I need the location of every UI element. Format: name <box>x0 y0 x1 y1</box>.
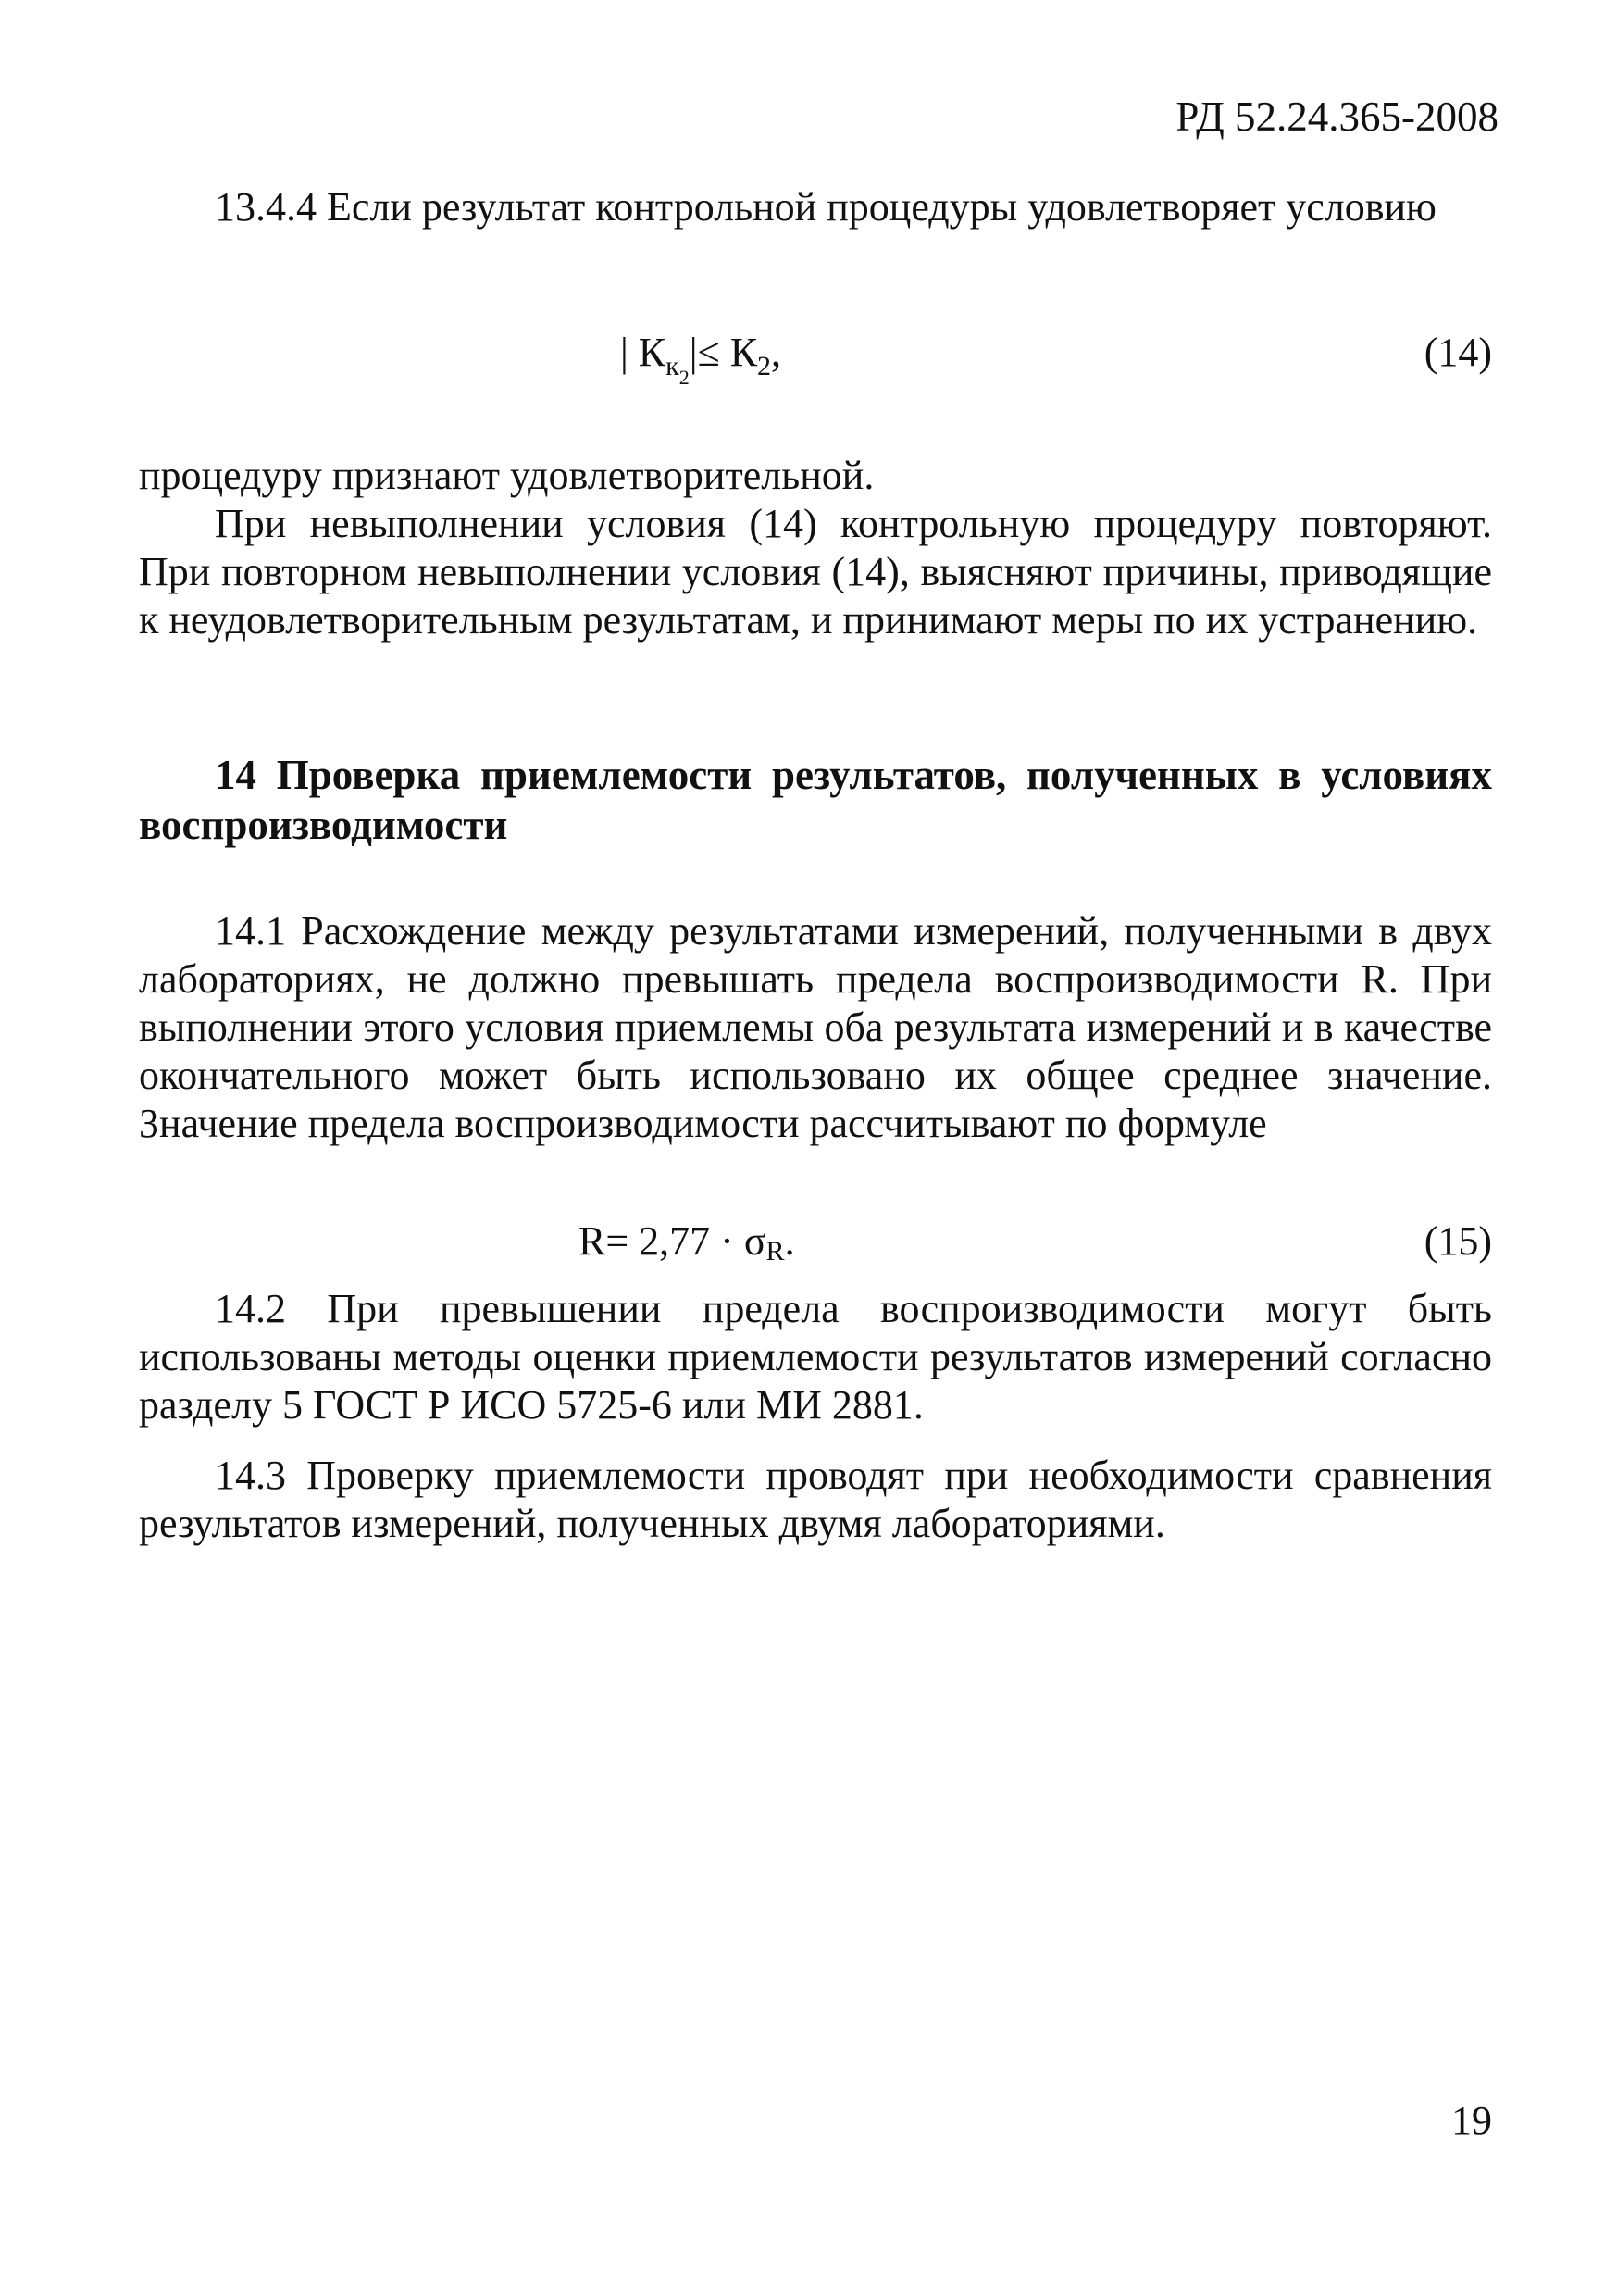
paragraph-13-4-4 <box>139 183 1492 231</box>
paragraph-text: При невыполнении условия (14) контрольную процедуру повторяют. При повторном невыполнении условия (14), выясняют причины, приводящие к неудовлетворительным результатам, и принимают меры по их устранению. <box>139 501 1492 643</box>
formula-14-comma: , <box>771 330 782 375</box>
paragraph-text: процедуру признают удовлетворительной. <box>139 453 875 498</box>
paragraph-text: 14.2 При превышении предела воспроизводимости могут быть использованы методы оценки приемлемости результатов измерений согласно разделу 5 ГОСТ Р ИСО 5725-6 или МИ 2881. <box>139 1286 1492 1428</box>
formula-15-period: . <box>784 1218 795 1264</box>
formula-14-subscript-2: 2 <box>678 366 690 389</box>
formula-14-k2-subscript: 2 <box>757 351 772 381</box>
formula-14-expression <box>620 329 782 389</box>
document-code: РД 52.24.365-2008 <box>1175 94 1499 140</box>
formula-14-leq: |≤ К <box>689 330 758 375</box>
formula-15-subscript: R <box>765 1236 785 1267</box>
formula-15-main: R= 2,77 · σ <box>578 1218 766 1264</box>
formula-14 <box>139 329 1492 389</box>
paragraph-text: 14.3 Проверку приемлемости проводят при необходимости сравнения результатов измерений, полученных двумя лабораториями. <box>139 1453 1492 1546</box>
formula-15-number: (15) <box>1424 1218 1492 1264</box>
formula-15-expression <box>578 1217 795 1270</box>
page-number: 19 <box>1451 2098 1492 2143</box>
paragraph-text: 13.4.4 Если результат контрольной процедуры удовлетворяет условию <box>215 184 1437 230</box>
paragraph-14-3 <box>139 1452 1492 1548</box>
paragraph-fail <box>139 500 1492 644</box>
formula-15 <box>139 1217 1492 1273</box>
paragraph-accept <box>139 452 1492 500</box>
paragraph-14-2 <box>139 1285 1492 1429</box>
section-14-heading: 14 Проверка приемлемости результатов, полученных в условиях воспроизводимости <box>139 752 1492 848</box>
formula-14-subscript-k: к <box>665 351 679 381</box>
paragraph-14-1 <box>139 907 1492 1148</box>
formula-14-number: (14) <box>1424 330 1492 375</box>
formula-14-k: | К <box>620 330 666 375</box>
paragraph-text: 14.1 Расхождение между результатами измерений, полученными в двух лабораториях, не должно превышать предела воспроизводимости R. При выполнении этого условия приемлемы оба результата измерений и в качестве окончательного может быть использовано их общее среднее значение. Значение предела воспроизводимости рассчитывают по формуле <box>139 908 1492 1146</box>
